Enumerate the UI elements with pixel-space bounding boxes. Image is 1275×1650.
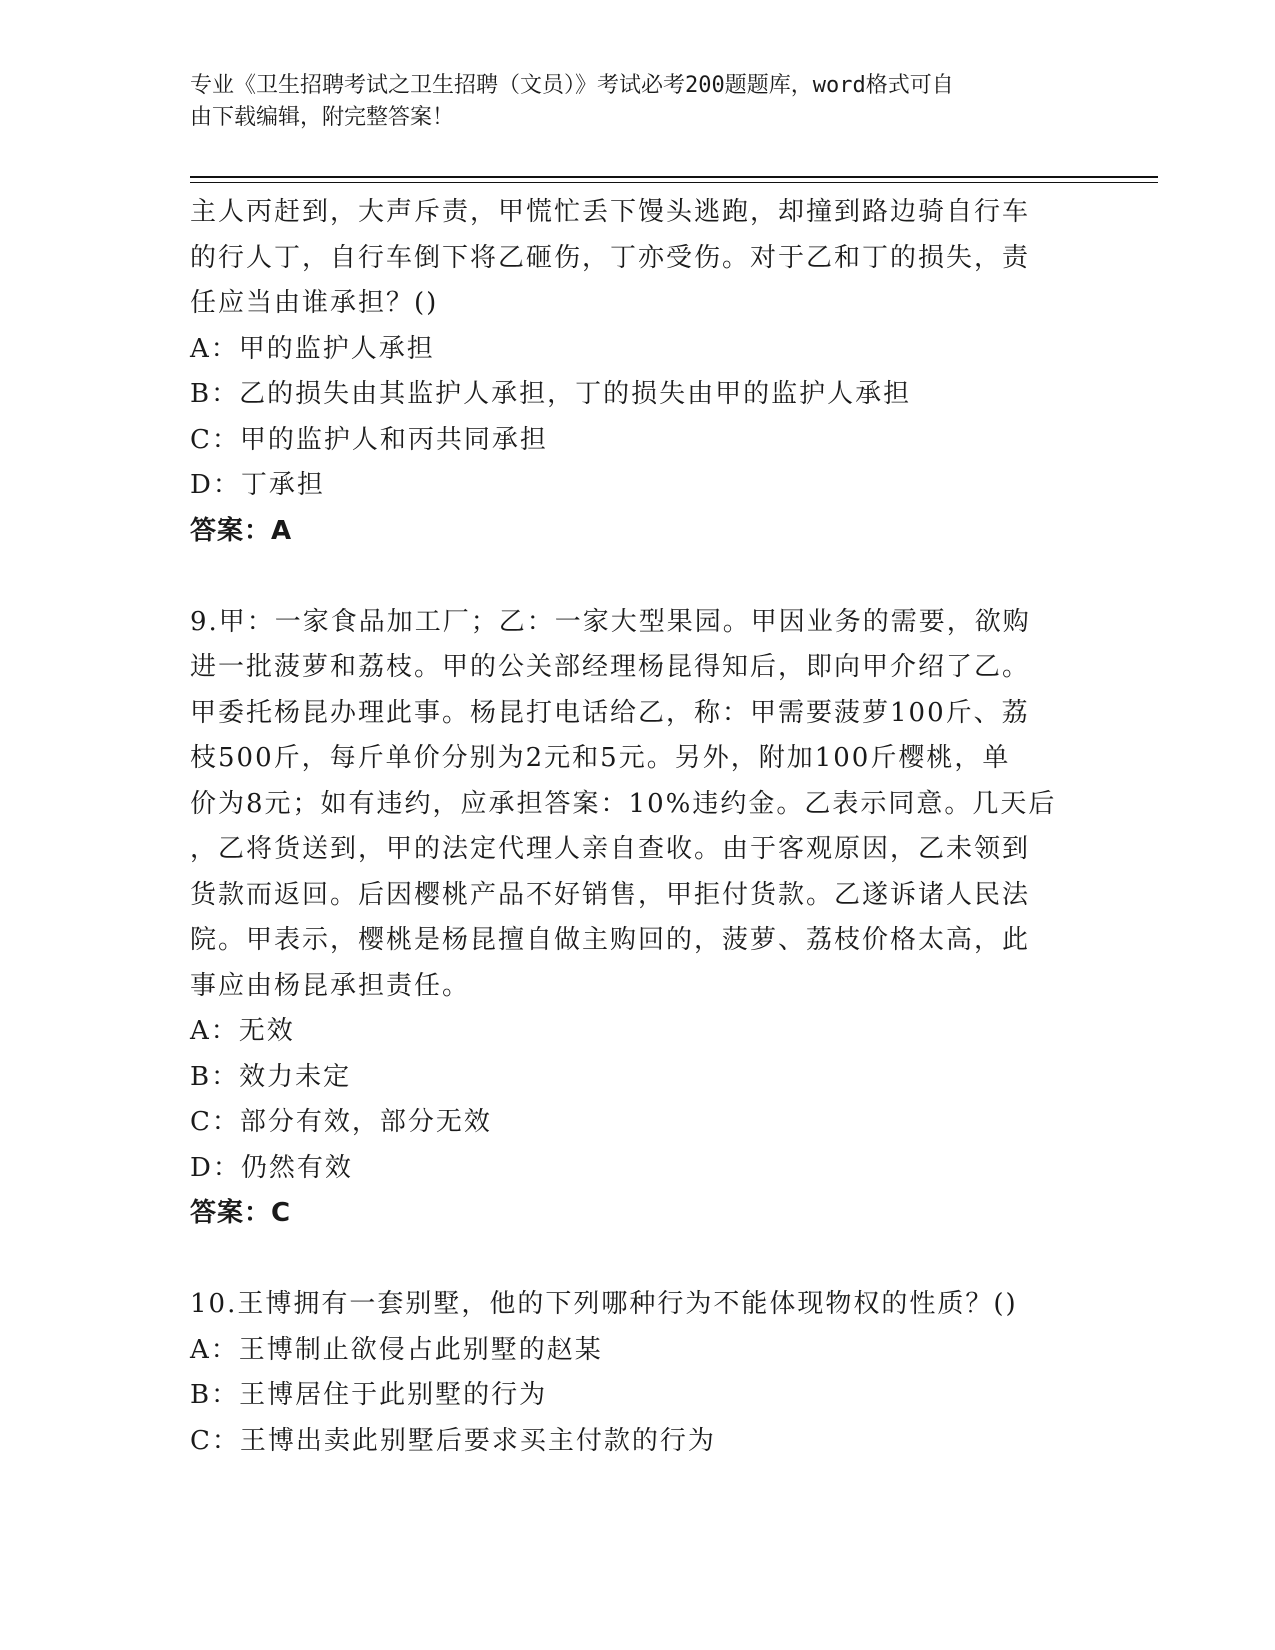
question-10 xyxy=(190,1282,1110,1464)
question-stem-line: 任应当由谁承担？() xyxy=(190,288,439,318)
header-line-2: 由下载编辑，附完整答案！ xyxy=(190,105,455,130)
option-d: D：仍然有效 xyxy=(190,1152,353,1183)
question-stem-line: ，乙将货送到，甲的法定代理人亲自查收。由于客观原因，乙未领到 xyxy=(190,834,1031,864)
header-rule-thin xyxy=(190,182,1158,183)
question-spacer xyxy=(190,1237,1110,1283)
document-body xyxy=(190,190,1110,1464)
option-b: B：效力未定 xyxy=(190,1061,352,1092)
header-line-1: 专业《卫生招聘考试之卫生招聘（文员）》考试必考200题题库，word格式可自 xyxy=(190,73,954,98)
option-a: A：王博制止欲侵占此别墅的赵某 xyxy=(190,1334,603,1365)
question-stem-line: 枝500斤，每斤单价分别为2元和5元。另外，附加100斤樱桃，单 xyxy=(190,743,1011,773)
option-a: A：甲的监护人承担 xyxy=(190,333,435,364)
question-stem-line: 主人丙赶到，大声斥责，甲慌忙丢下馒头逃跑，却撞到路边骑自行车 xyxy=(190,197,1031,227)
option-b: B：乙的损失由其监护人承担，丁的损失由甲的监护人承担 xyxy=(190,379,912,409)
question-8 xyxy=(190,190,1110,554)
question-stem-line: 货款而返回。后因樱桃产品不好销售，甲拒付货款。乙遂诉诸人民法 xyxy=(190,879,1031,910)
question-spacer xyxy=(190,554,1110,600)
answer-line: 答案：A xyxy=(190,515,293,546)
answer-line: 答案：C xyxy=(190,1198,292,1228)
question-stem-line: 甲委托杨昆办理此事。杨昆打电话给乙，称：甲需要菠萝100斤、荔 xyxy=(190,697,1030,728)
option-c: C：部分有效，部分无效 xyxy=(190,1107,492,1137)
option-c: C：王博出卖此别墅后要求买主付款的行为 xyxy=(190,1425,716,1456)
question-stem-line: 9.甲：一家食品加工厂；乙：一家大型果园。甲因业务的需要，欲购 xyxy=(190,606,1031,637)
question-9 xyxy=(190,600,1110,1237)
option-c: C：甲的监护人和丙共同承担 xyxy=(190,424,548,455)
question-stem-line: 10.王博拥有一套别墅，他的下列哪种行为不能体现物权的性质？() xyxy=(190,1289,1018,1319)
question-stem-line: 院。甲表示，樱桃是杨昆擅自做主购回的，菠萝、荔枝价格太高，此 xyxy=(190,925,1031,955)
question-stem-line: 事应由杨昆承担责任。 xyxy=(190,970,471,1001)
question-stem-line: 的行人丁，自行车倒下将乙砸伤，丁亦受伤。对于乙和丁的损失，责 xyxy=(190,242,1031,273)
option-d: D：丁承担 xyxy=(190,470,325,500)
question-stem-line: 进一批菠萝和荔枝。甲的公关部经理杨昆得知后，即向甲介绍了乙。 xyxy=(190,652,1031,682)
document-header xyxy=(190,70,1060,134)
option-b: B：王博居住于此别墅的行为 xyxy=(190,1380,548,1410)
header-rule-thick xyxy=(190,176,1158,178)
option-a: A：无效 xyxy=(190,1016,295,1046)
question-stem-line: 价为8元；如有违约，应承担答案：10%违约金。乙表示同意。几天后 xyxy=(190,788,1057,819)
